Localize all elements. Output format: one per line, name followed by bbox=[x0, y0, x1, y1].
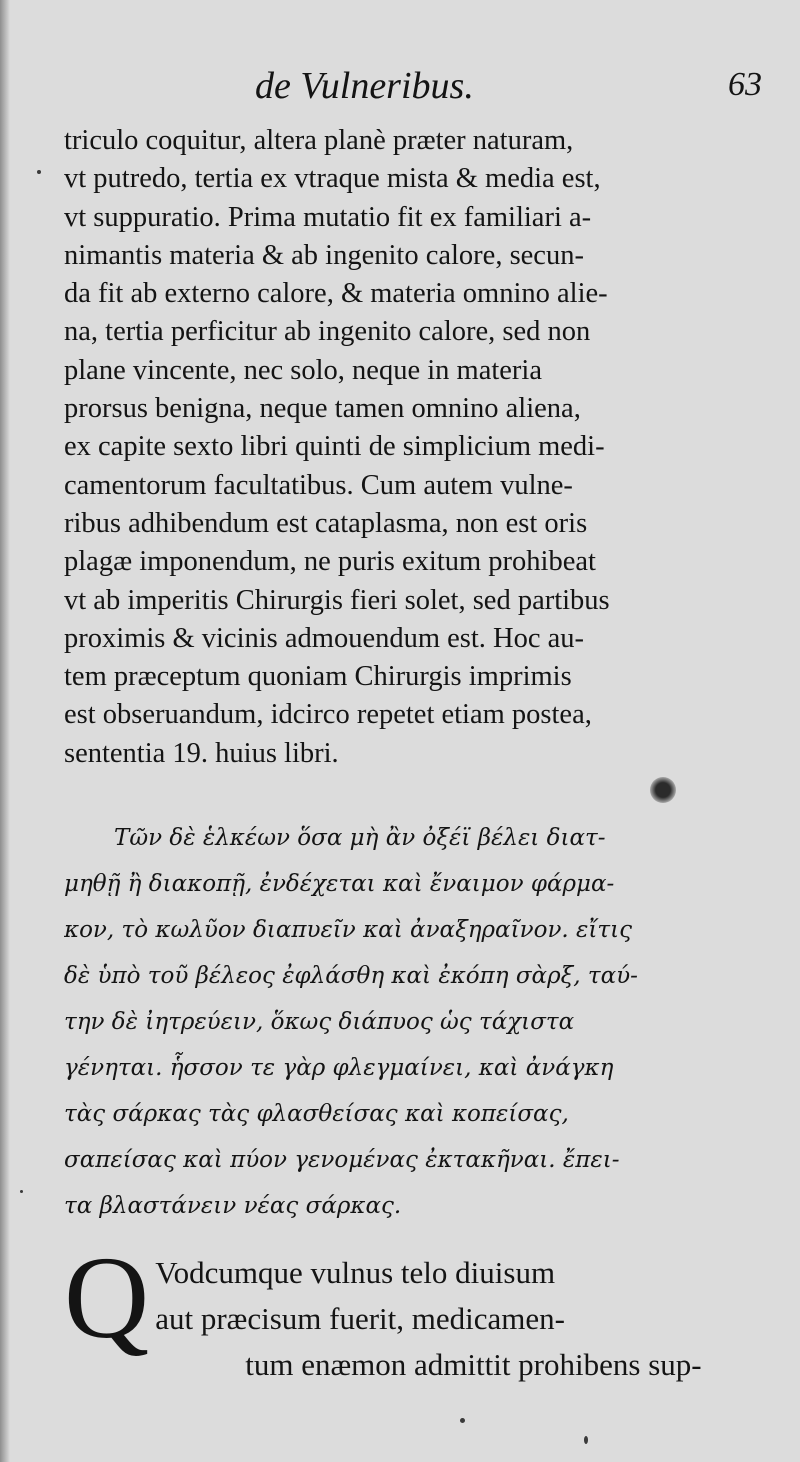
text-line: nimantis materia & ab ingenito calore, secun- bbox=[64, 239, 584, 271]
text-line: aut præcisum fuerit, medicamen- bbox=[155, 1301, 565, 1336]
greek-text-line: κον, τὸ κωλῦον διαπυεῖν καὶ ἀναξηραῖνον. εἴτις bbox=[64, 917, 633, 943]
text-line: tum enæmon admittit prohibens sup- bbox=[245, 1347, 702, 1382]
text-line: tem præceptum quoniam Chirurgis imprimis bbox=[64, 661, 572, 693]
text-line: triculo coquitur, altera planè præter naturam, bbox=[64, 125, 574, 156]
greek-text-line: μηθῇ ἢ διακοπῇ, ἐνδέχεται καὶ ἔναιμον φάρμα- bbox=[64, 871, 615, 897]
text-line: ribus adhibendum est cataplasma, non est oris bbox=[64, 507, 588, 539]
text-line: est obseruandum, idcirco repetet etiam postea, bbox=[64, 699, 592, 731]
ink-spot bbox=[650, 777, 676, 803]
text-line: plagæ imponendum, ne puris exitum prohibeat bbox=[64, 546, 596, 578]
ink-speck bbox=[20, 1190, 23, 1193]
text-line: camentorum facultatibus. Cum autem vulne- bbox=[64, 469, 573, 501]
greek-text-line: σαπείσας καὶ πύον γενομένας ἐκτακῆναι. ἔπει- bbox=[64, 1147, 620, 1173]
drop-cap-initial: Q bbox=[64, 1232, 150, 1363]
greek-text-line: τα βλαστάνειν νέας σάρκας. bbox=[64, 1193, 402, 1219]
ink-speck bbox=[37, 170, 41, 174]
ink-speck bbox=[584, 1436, 588, 1444]
greek-text-line: δὲ ὑπὸ τοῦ βέλεος ἐφλάσθη καὶ ἐκόπη σὰρξ, ταύ- bbox=[64, 963, 638, 989]
page-number: 63 bbox=[728, 66, 762, 103]
greek-text-line: Τῶν δὲ ἑλκέων ὅσα μὴ ἂν ὀξέϊ βέλει διατ- bbox=[114, 825, 606, 851]
text-line: ex capite sexto libri quinti de simplicium medi- bbox=[64, 431, 605, 463]
text-line: vt ab imperitis Chirurgis fieri solet, sed partibus bbox=[64, 584, 610, 616]
greek-aphorism bbox=[64, 815, 764, 1229]
text-line: vt suppuratio. Prima mutatio fit ex familiari a- bbox=[64, 201, 592, 233]
text-line: sententia 19. huius libri. bbox=[64, 737, 339, 769]
greek-text-line: τὰς σάρκας τὰς φλασθείσας καὶ κοπείσας, bbox=[64, 1101, 569, 1127]
text-line: proximis & vicinis admouendum est. Hoc au- bbox=[64, 622, 585, 654]
page-header bbox=[60, 64, 770, 114]
greek-text-line: την δὲ ἰητρεύειν, ὅκως διάπυος ὡς τάχιστα bbox=[64, 1009, 575, 1035]
ink-speck bbox=[460, 1418, 465, 1423]
latin-commentary-paragraph bbox=[64, 122, 764, 773]
running-title: de Vulneribus. bbox=[255, 65, 474, 107]
latin-translation-paragraph bbox=[64, 1232, 764, 1388]
text-line: plane vincente, nec solo, neque in materia bbox=[64, 354, 542, 386]
text-line: na, tertia perficitur ab ingenito calore, sed non bbox=[64, 316, 591, 348]
greek-text-line: γένηται. ἧσσον τε γὰρ φλεγμαίνει, καὶ ἀνάγκη bbox=[64, 1055, 614, 1081]
text-line: Vodcumque vulnus telo diuisum bbox=[155, 1255, 556, 1290]
text-line: prorsus benigna, neque tamen omnino aliena, bbox=[64, 393, 581, 425]
text-line: da fit ab externo calore, & materia omnino alie- bbox=[64, 278, 608, 310]
text-line: vt putredo, tertia ex vtraque mista & media est, bbox=[64, 163, 601, 195]
